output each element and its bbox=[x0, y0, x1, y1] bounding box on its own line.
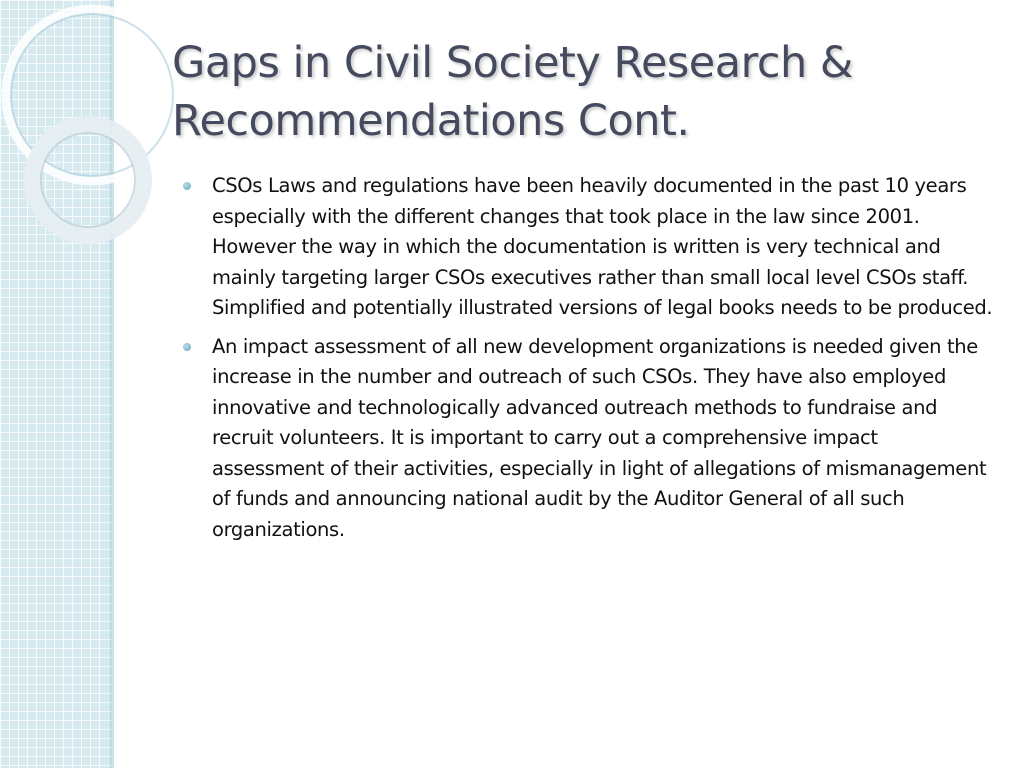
bullet-item-impact-assessment bbox=[183, 332, 995, 546]
bullet-text: CSOs Laws and regulations have been heavily documented in the past 10 years especially with the different changes that took place in the law since 2001. However the way in which the documentation is written is very technical and mainly targeting larger CSOs executives rather than small local level CSOs staff. Simplified and potentially illustrated versions of legal books needs to be produced. bbox=[212, 174, 993, 319]
bullet-item-legal-documentation bbox=[183, 171, 995, 324]
bullet-point-icon bbox=[183, 343, 191, 351]
slide-body bbox=[183, 171, 995, 553]
bullet-text: An impact assessment of all new development organizations is needed given the increase in the number and outreach of such CSOs. They have also employed innovative and technologically advanced outreach methods to fundraise and recruit volunteers. It is important to carry out a comprehensive impact assessment of their activities, especially in light of allegations of mismanagement of funds and announcing national audit by the Auditor General of all such organizations. bbox=[212, 334, 987, 541]
slide-title: Gaps in Civil Society Research & Recommendations Cont. bbox=[172, 38, 853, 146]
bullet-list bbox=[183, 171, 995, 545]
side-grid-strip bbox=[0, 0, 112, 768]
bullet-point-icon bbox=[183, 182, 191, 190]
side-strip-edge bbox=[106, 0, 114, 768]
